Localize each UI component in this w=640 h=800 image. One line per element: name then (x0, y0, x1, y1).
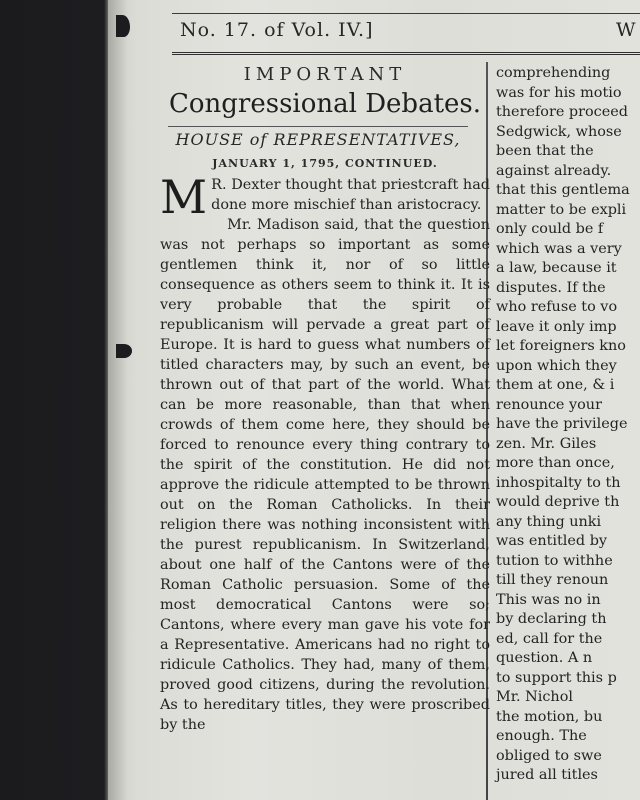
drop-cap: M (160, 170, 208, 224)
column-line: who refuse to vo (496, 299, 618, 315)
column-line: comprehending (496, 65, 611, 81)
column-line: that this gentlema (496, 182, 630, 198)
column-line: the motion, bu (496, 708, 603, 725)
column-line: Sedgwick, whose (496, 123, 622, 140)
column-line: question. A n (496, 650, 593, 666)
article-chamber: HOUSE of REPRESENTATIVES, (168, 126, 468, 151)
column-line: leave it only imp (496, 318, 617, 335)
masthead-fragment: W (616, 19, 636, 41)
column-line: zen. Mr. Giles (496, 435, 597, 452)
column-line: inhospitalty to th (496, 474, 621, 491)
column-line: would deprive th (496, 494, 620, 510)
column-line: was entitled by (496, 533, 608, 549)
column-line: jured all titles (496, 767, 598, 783)
paragraph-dexter (160, 170, 490, 224)
paragraph-madison: Mr. Madison said, that the question was not perhaps so important as some gentlemen think it, nor of so little consequence as others seem to think it. It is very probable that the spirit of republicanism will pervade a great part of Europe. It is hard to guess what numbers of titled characters may, by such an event, be thrown out of that part of the world. What can be more reasonable, than that when crowds of them come here, they should be forced to renounce every thing contrary to the spirit of the constitution. He did not approve the ridicule attempted to be thrown out on the Roman Catholicks. In their religion there was nothing inconsistent with the purest republicanism. In Switzerland, about one half of the Cantons were of the Roman Catholic persuasion. Some of the most democratical Cantons were so; Cantons, where every man gave his vote for a Representative. Americans had no right to ridicule Catholics. They had, many of them, proved good citizens, during the revolution. As to hereditary titles, they were proscribed by the (160, 217, 490, 733)
paragraph-text: R. Dexter thought that priestcraft had done more mischief than aristocracy. (211, 177, 490, 213)
article-column (160, 60, 490, 735)
column-line: let foreigners kno (496, 338, 626, 354)
column-line: till they renoun (496, 572, 609, 588)
column-line: upon which they (496, 357, 617, 374)
column-line: ed, call for the (496, 630, 603, 647)
column-line: more than once, (496, 455, 615, 471)
column-line: have the privilege (496, 416, 628, 432)
column-line: disputes. If the (496, 279, 606, 296)
column-line: a law, because it (496, 260, 617, 276)
second-column (496, 64, 640, 786)
article-title: Congressional Debates. (168, 89, 482, 119)
column-line: been that the (496, 143, 594, 159)
column-line: to support this p (496, 669, 617, 686)
column-line: Mr. Nichol (496, 689, 573, 705)
column-line: enough. The (496, 728, 587, 744)
paper-tear (116, 344, 132, 358)
column-line: against already. (496, 162, 612, 179)
column-line: was for his motio (496, 84, 622, 101)
column-line: therefore proceed (496, 104, 628, 120)
column-line: by declaring th (496, 611, 607, 627)
column-line: This was no in (496, 591, 601, 608)
article-kicker: IMPORTANT (243, 64, 407, 85)
article-date: JANUARY 1, 1795, CONTINUED. (212, 157, 438, 170)
column-line: obliged to swe (496, 747, 602, 764)
page-shadow (108, 0, 128, 800)
column-line: renounce your (496, 396, 602, 413)
column-line: only could be f (496, 221, 604, 237)
column-line: them at one, & i (496, 377, 615, 393)
column-line: tution to withhe (496, 552, 613, 569)
paper-tear (116, 15, 130, 37)
column-line: any thing unki (496, 513, 602, 530)
column-line: matter to be expli (496, 201, 627, 218)
column-line: which was a very (496, 240, 622, 257)
issue-number: No. 17. of Vol. IV.] (180, 19, 374, 41)
